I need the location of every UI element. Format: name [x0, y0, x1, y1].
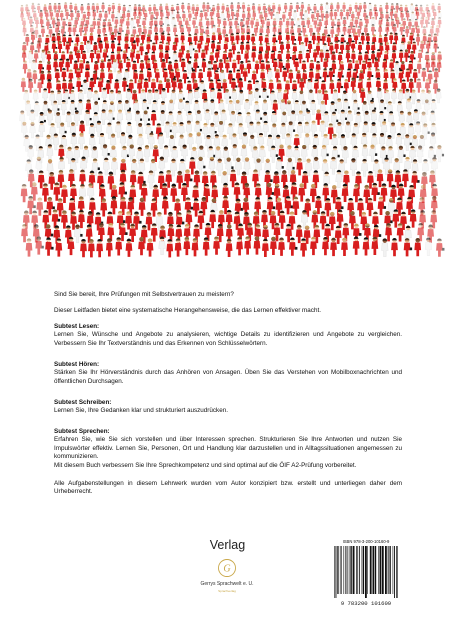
section-lesen: [54, 323, 402, 348]
isbn-text: ISBN 978-3-200-10160-9: [342, 539, 390, 544]
cover-crowd-flag-image: [0, 0, 455, 262]
section-heading: Subtest Schreiben:: [54, 399, 112, 406]
publisher-heading: Verlag: [209, 538, 246, 552]
logo-letter: G: [223, 563, 231, 575]
section-body: Lernen Sie, Wünsche und Angebote zu analysieren, wichtige Details zu identifizieren und Angebote zu vergleichen. Verbessern Sie Ihr Textverständnis und das Erkennen von Schlüsselwörtern.: [54, 331, 402, 347]
section-body: Erfahren Sie, wie Sie sich vorstellen und über Interessen sprechen. Strukturieren Sie Ihre Antworten und nutzen Sie Impulswörter effektiv. Lernen Sie, Personen, Ort und Handlung klar darzustellen und in Alltagssituationen angemessen zu kommunizieren.: [54, 436, 402, 461]
intro-text: Sind Sie bereit, Ihre Prüfungen mit Selbstvertrauen zu meistern?: [54, 291, 234, 298]
section-sprechen: [54, 428, 402, 470]
barcode-digits: 9 783200 101609: [340, 600, 392, 607]
section-heading: Subtest Lesen:: [54, 323, 100, 330]
barcode-bars: [334, 546, 398, 598]
section-heading: Subtest Sprechen:: [54, 428, 110, 435]
publisher-tagline: Sprachverlag: [218, 589, 236, 593]
lead-text: Dieser Leitfaden bietet eine systematische Herangehensweise, die das Lernen effektiver macht.: [54, 307, 321, 314]
section-hoeren: [54, 361, 402, 386]
section-heading: Subtest Hören:: [54, 361, 100, 368]
section-extra: Mit diesem Buch verbessern Sie Ihre Sprechkompetenz und sind optimal auf die ÖIF A2-Prüfung vorbereitet.: [54, 461, 357, 469]
isbn-barcode: [330, 537, 402, 607]
copyright-notice: Alle Aufgabenstellungen in diesem Lehrwerk wurden vom Autor konzipiert bzw. erstellt und unterliegen daher dem Urheberrecht.: [54, 480, 402, 496]
section-body: Stärken Sie Ihr Hörverständnis durch das Anhören von Ansagen. Üben Sie das Verstehen von Mobilboxnachrichten und öffentlichen Durchsagen.: [54, 369, 402, 385]
publisher-name: Gerrys Sprachwelt e. U.: [200, 581, 254, 587]
publisher-logo: [197, 558, 257, 596]
section-schreiben: [54, 399, 402, 416]
section-body: Lernen Sie, Ihre Gedanken klar und strukturiert auszudrücken.: [54, 407, 228, 415]
